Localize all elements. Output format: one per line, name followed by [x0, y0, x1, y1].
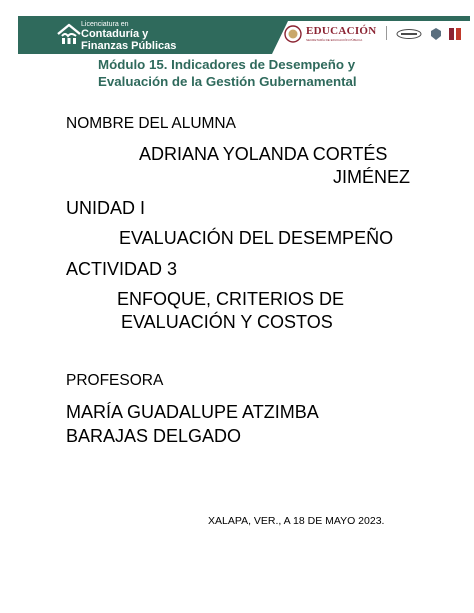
teacher-label: PROFESORA — [66, 372, 164, 389]
activity-label: ACTIVIDAD 3 — [66, 259, 178, 279]
logo-line-1: Licenciatura en — [81, 21, 129, 28]
activity-name-line-2: EVALUACIÓN Y COSTOS — [121, 312, 333, 332]
institution-logo-icon — [448, 27, 462, 41]
ministry-subtitle: SECRETARÍA DE EDUCACIÓN PÚBLICA — [306, 38, 363, 42]
unit-name: EVALUACIÓN DEL DESEMPEÑO — [119, 228, 394, 248]
module-title-line-2: Evaluación de la Gestión Gubernamental — [98, 74, 357, 89]
partner-logo-icon — [396, 28, 422, 40]
teacher-name-line-1: MARÍA GUADALUPE ATZIMBA — [66, 402, 319, 422]
unit-label: UNIDAD I — [66, 198, 146, 218]
logo-line-2: Contaduría y — [81, 28, 149, 40]
university-logo-text — [81, 21, 176, 52]
university-logo-icon — [56, 22, 82, 46]
student-name-line-2: JIMÉNEZ — [333, 167, 411, 187]
national-seal-icon — [284, 25, 302, 43]
student-name-line-1: ADRIANA YOLANDA CORTÉS — [139, 144, 388, 164]
place-date: XALAPA, VER., A 18 DE MAYO 2023. — [208, 515, 385, 527]
teacher-name-line-2: BARAJAS DELGADO — [66, 426, 242, 446]
institution-seal-icon — [430, 27, 442, 41]
logo-separator — [386, 26, 387, 40]
module-title-line-1: Módulo 15. Indicadores de Desempeño y — [98, 57, 356, 72]
ministry-name: EDUCACIÓN — [306, 25, 377, 37]
student-label: NOMBRE DEL ALUMNA — [66, 115, 236, 132]
activity-name-line-1: ENFOQUE, CRITERIOS DE — [117, 289, 345, 309]
module-title — [98, 56, 438, 90]
logo-line-3: Finanzas Públicas — [81, 40, 177, 52]
